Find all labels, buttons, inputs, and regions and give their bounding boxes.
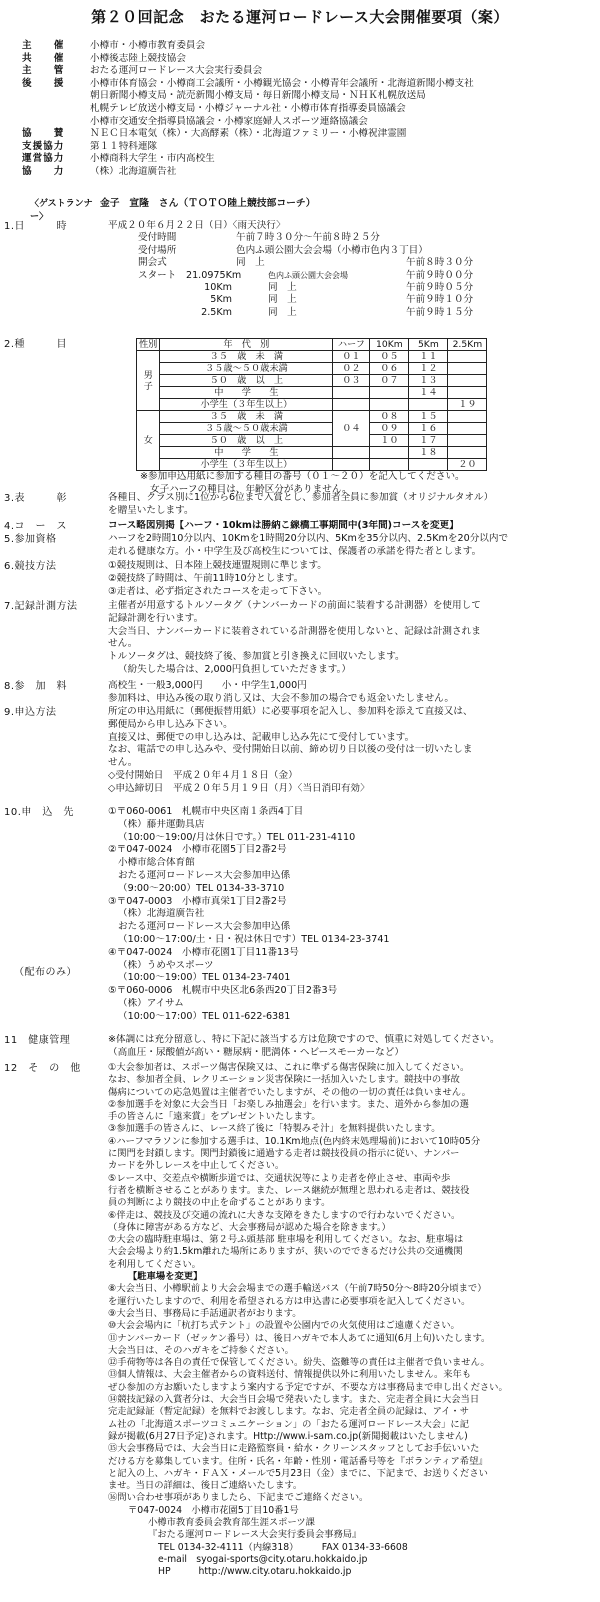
table-row: 中 学 生 １８ <box>137 447 487 459</box>
contact-phone: TEL 0134-32-4111（内線318） FAX 0134-33-6608 <box>158 1541 408 1553</box>
schedule-row: 受付場所 色内ふ頭公園大会会場（小樽市色内３丁目） <box>138 244 428 256</box>
female-label: 女 <box>137 411 160 471</box>
schedule-row: 10Km 同 上 午前９時０５分 <box>204 282 474 294</box>
parking-change-note: 【駐車場を変更】 <box>128 1271 203 1283</box>
schedule-row: 2.5Km 同 上 午前９時１５分 <box>201 306 474 318</box>
org-row: 朝日新聞小樽支局・読売新聞小樽支局・毎日新聞小樽支局・ＮＨＫ札幌放送局 <box>90 90 426 102</box>
table-row: 女 ３５ 歳 未 満 ０４ ０８ １５ <box>137 411 487 423</box>
event-date: 平成２０年６月２２日（日）〈雨天決行〉 <box>108 220 286 231</box>
contact-email[interactable]: e-mail syogai-sports@city.otaru.hokkaido.jp <box>158 1553 368 1565</box>
schedule-row: 受付時間 午前７時３０分～午前８時２５分 <box>138 232 380 244</box>
category-table <box>136 338 487 471</box>
guest-name: 金子 宣隆 さん（ＴＯＴＯ陸上競技部コーチ） <box>100 198 316 209</box>
table-row: 中 学 生 １４ <box>137 387 487 399</box>
org-row: 協 賛 ＮＥＣ日本電気（株）・大高酵素（株）・北海道ファミリー・小樽祝津霊園 <box>22 128 407 140</box>
contact-address: 〒047-0024 小樽市花園5丁目10番1号 <box>128 1504 299 1516</box>
table-row: ３５歳～５０歳未満 ０２ ０６ １２ <box>137 363 487 375</box>
organizers-list <box>22 40 582 179</box>
schedule-row: 5Km 同 上 午前９時１０分 <box>210 294 474 306</box>
table-header: 性別 年 代 別 ハーフ 10Km 5Km 2.5Km <box>137 339 487 351</box>
distribution-only-label: （配布のみ） <box>14 967 77 978</box>
org-row: 共 催 小樽後志陸上競技協会 <box>22 52 186 64</box>
table-row: ５０ 歳 以 上 ０３ ０７ １３ <box>137 375 487 387</box>
guest-label: 〈ゲストランナー〉 <box>30 199 93 222</box>
table-row: 小学生（３年生以上） １９ <box>137 399 487 411</box>
org-row: 協 力 （株）北海道廣告社 <box>22 165 177 177</box>
section-label: 1.日 時 <box>4 221 68 232</box>
table-row: ５０ 歳 以 上 １０ １７ <box>137 435 487 447</box>
contact-office: 『おたる運河ロードレース大会実行委員会事務局』 <box>148 1529 362 1541</box>
org-row: 支援協力 第１１特科連隊 <box>22 140 158 152</box>
org-row: 運営協力 小樽商科大学生・市内高校生 <box>22 153 215 165</box>
schedule-row: スタート 21.0975Km 色内ふ頭公園大会会場 午前９時００分 <box>138 269 474 281</box>
male-label: 男 子 <box>137 351 160 411</box>
table-row: 男 子 ３５ 歳 未 満 ０１ ０５ １１ <box>137 351 487 363</box>
section-label: 2.種 目 <box>4 339 68 350</box>
table-row: 小学生（３年生以上） ２０ <box>137 459 487 471</box>
contact-department: 小樽市教育委員会教育部生涯スポーツ課 <box>148 1516 315 1528</box>
category-note: ※参加申込用紙に参加する種目の番号（０１～２０）を記入してください。 <box>140 471 465 482</box>
org-row: 小樽市交通安全指導員協議会・小樽家庭婦人スポーツ連絡協議会 <box>90 115 368 127</box>
contact-homepage[interactable]: HP http://www.city.otaru.hokkaido.jp <box>158 1566 352 1578</box>
org-row: 後 援 小樽市体育協会・小樽商工会議所・小樽観光協会・小樽青年会議所・北海道新聞小樽支社 <box>22 77 474 89</box>
document-page: 第２０回記念 おたる運河ロードレース大会開催要項（案） 主 催 小樽市・小樽市教育委員会 共 催 小樽後志陸上競技協会 主 管 おたる運河ロードレース大会実行委員会 後 援 小樽市体育協会・小樽商工会議所・小樽観光協会・小樽青年会議所・北海道新聞小樽支社 朝日新聞小樽支局・読売新聞小樽支局・毎日新聞小樽支局・ＮＨＫ札幌放送局 札幌テレビ放送小樽支局・小樽ジャーナル社・小樽市体育指導委員協議会 小樽市交通安全指導員協議会・小樽家庭婦人スポーツ連絡協議会 協 賛 ＮＥＣ日本電気（株）・大高酵素（株）・北海道ファミリー・小樽祝津霊園 支援協力 第１１特科連隊 運営協力 小樽商科大学生・市内高校生 協 力 （株）北海道廣告社 〈ゲストランナー〉金子 宣隆 さん（ＴＯＴＯ陸上競技部コーチ） 1.日 時 平成２０年６月２２日（日）〈雨天決行〉 受付時間 午前７時３０分～午前８時２５分 受付場所 色内ふ頭公園大会会場（小樽市色内３丁目） 開会式 同 上 午前８時３０分 スタート 21.0975Km 色内ふ頭公園大会会場 午前９時００分 10Km 同 上 午前９時０５分 5Km 同 上 午前９時１０分 2.5Km 同 上 午前９時１５分 2.種 目 性別 年 代 別 ハーフ 10Km 5Km 2.5Km 男 子 ３５ 歳 未 満 ０１ ０５ １１ ３５歳～５０歳未満 ０２ ０６ １２ ５０ 歳 以 上 ０３ ０７ １３ 中 学 生 １４ 小学生（３年生以上） １９ 女 ３５ 歳 未 満 ０４ ０８ １５ ３５歳～５０歳未満 ０９ １６ ５０ 歳 以 上 １０ １７ 中 学 生 １８ 小学生（３年生以上） ２０ ※参加申込用紙に参加する種目の番号（０１～２０）を記入してください。 女子ハーフの種目は、年齢区分がありません。 3.表 彰 各種目、クラス別に1位から6位まで入賞とし、参加者全員に参加賞（オリジナルタオル） を贈呈いたします。 4.コ ー ス コース略図別掲【ハーフ・10kmは勝納こ線橋工事期間中(3年間)コースを変更】 5.参加資格 ハーフを2時間10分以内、10Kmを1時間20分以内、5Kmを35分以内、2.5Kmを20分以内で 走れる健康な方。小・中学生及び高校生については、保護者の承諾を得た者とします。 6.競技方法 ①競技規則は、日本陸上競技連盟規則に準じます。 ②競技終了時間は、午前11時10分とします。 ③走者は、必ず指定されたコースを走って下さい。 7.記録計測方法 主催者が用意するトルソータグ（ナンバーカードの前面に装着する計測器）を使用して 記録計測を行います。 大会当日、ナンバーカードに装着されている計測器を使用しないと、記録は計測されま せん。 トルソータグは、競技終了後、参加賞と引き換えに回収いたします。 （紛失した場合は、2,000円負担していただきます。） 8.参 加 料 高校生・一般3,000円 小・中学生1,000円 参加料は、申込み後の取り消し又は、大会不参加の場合でも返金いたしません。 9.申込方法 所定の申込用紙に（郵便振替用紙）に必要事項を記入し、参加料を添えて直接又は、 郵便局から申し込み下さい。 直接又は、郵便での申し込みは、記載申し込み先にて受付しています。 なお、電話での申し込みや、受付開始日以前、締め切り日以後の受付は一切いたしま せん。 ◇受付開始日 平成２０年４月１８日（金） ◇申込締切日 平成２０年５月１９日（月）〈当日消印有効〉 10.申 込 先 （配布のみ） ①〒060-0061 札幌市中央区南１条西4丁目 （株）藤井運動具店 （10:00～19:00/月は休日です。）TEL 011-231-4110 ②〒047-0024 小樽市花園5丁目2番2号 小樽市総合体育館 おたる運河ロードレース大会参加申込係 （9:00～20:00）TEL 0134-33-3710 ③〒047-0003 小樽市真栄1丁目2番2号 （株）北海道廣告社 おたる運河ロードレース大会参加申込係 （10:00～17:00/土・日・祝は休日です）TEL 0134-23-3741 ④〒047-0024 小樽市花園1丁目11番13号 （株）うめやスポーツ （10:00～19:00）TEL 0134-23-7401 ⑤〒060-0006 札幌市中央区北6条西20丁目2番3号 （株）アイサム （10:00～17:00）TEL 011-622-6381 11 健康管理 ※体調には充分留意し、特に下記に該当する方は危険ですので、慎重に対処してください。 （高血圧・尿酸値が高い・糖尿病・肥満体・ヘビースモーカーなど） 12 そ の 他 ①大会参加者は、スポーツ傷害保険又は、これに準ずる傷害保険に加入してください。 なお、参加者全員、レクリエーション災害保険に一括加入いたします。競技中の事故 傷病についての応急処置は主催者でいたしますが、その他の一切の責任は負いません。 ②参加選手を対象に大会当日「お楽しみ抽選会」を行います。また、道外から参加の選 手の皆さんに「遠来賞」をプレゼントいたします。 ③参加選手の皆さんに、レース終了後に「特製みそ汁」を無料提供いたします。 ④ハーフマラソンに参加する選手は、10.1Km地点(色内終末処理場前)において10時05分 に関門を封鎖します。関門封鎖後に通過する走者は競技役員の指示に従い、ナンバー カードを外しレースを中止してください。 ⑤レース中、交差点や横断歩道では、交通状況等により走者を停止させ、車両や歩 行者を横断させることがあります。また、レース継続が無理と思われる走者は、競技役 員の判断により競技の中止を命ずることがあります。 ⑥伴走は、競技及び交通の流れに大きな支障をきたしますので行わないでください。 （身体に障害がある方など、大会事務局が認めた場合を除きます。） ⑦大会の臨時駐車場は、第２号ふ頭基部 駐車場を利用してください。なお、駐車場は 大会会場より約1.5km離れた場所にありますが、狭いのでできるだけ公共の交通機関 を利用してください。 【駐車場を変更】 ⑧大会当日、小樽駅前より大会会場までの選手輸送バス（午前7時50分～8時20分頃まで） を運行いたしますので、利用を希望される方は申込書に必要事項を記入してください。 ⑨大会当日、事務局に手話通訳者がおります。 ⑩大会会場内に「杭打ち式テント」の設置や公園内での火気使用はご遠慮ください。 ⑪ナンバーカード（ゼッケン番号）は、後日ハガキで本人あてに通知(6月上旬)いたします。 大会当日は、そのハガキをご持参ください。 ⑫手荷物等は各自の責任で保管してください。紛失、盗難等の責任は主催者で負いません。 ⑬個人情報は、大会主催者からの資料送付、情報提供以外に利用いたしません。来年も ぜひ参加の方お願いたしますよう案内する予定ですが、不要な方は事務局まで申し出ください。 ⑭競技記録の入賞者分は、大会当日会場で発表いたします。また、完走者全員に大会当日 完走記録証（暫定記録）を無料でお渡しします。なお、完走者全員の記録は、アイ・サ ム社の「北海道スポーツコミュニケーション」の「おたる運河ロードレース大会」に記 録が掲載(6月27日予定)されます。Http://www.i-sam.co.jp(新聞掲載はいたしません) ⑮大会事務局では、大会当日に走路監察員・給水・クリーンスタッフとしてお手伝いいた だける方を募集しています。住所・氏名・年齢・性別・電話番号等を『ボランティア希望』 と記入の上、ハガキ・ＦＡＸ・メールで5月23日（金）までに、下記まで、お送りください ませ。当日の詳細は、後日ご連絡いたします。 ⑯問い合わせ事項がありましたら、下記までご連絡ください。 〒047-0024 小樽市花園5丁目10番1号 小樽市教育委員会教育部生涯スポーツ課 『おたる運河ロードレース大会実行委員会事務局』 TEL 0134-32-4111（内線318） FAX 0134-33-6608 e-mail syogai-sports@city.otaru.hokkaido.jp HP http://www.city.otaru.hokkaido.jp <box>0 0 600 1602</box>
schedule-row: 開会式 同 上 午前８時３０分 <box>138 257 474 269</box>
org-row: 札幌テレビ放送小樽支局・小樽ジャーナル社・小樽市体育指導委員協議会 <box>90 102 406 114</box>
table-row: ３５歳～５０歳未満 ０９ １６ <box>137 423 487 435</box>
org-row: 主 催 小樽市・小樽市教育委員会 <box>22 40 206 51</box>
document-title: 第２０回記念 おたる運河ロードレース大会開催要項（案） <box>91 8 509 26</box>
course-text: コース略図別掲【ハーフ・10kmは勝納こ線橋工事期間中(3年間)コースを変更】 <box>108 520 459 531</box>
org-row: 主 管 おたる運河ロードレース大会実行委員会 <box>22 65 263 77</box>
category-note: 女子ハーフの種目は、年齢区分がありません。 <box>150 483 352 495</box>
